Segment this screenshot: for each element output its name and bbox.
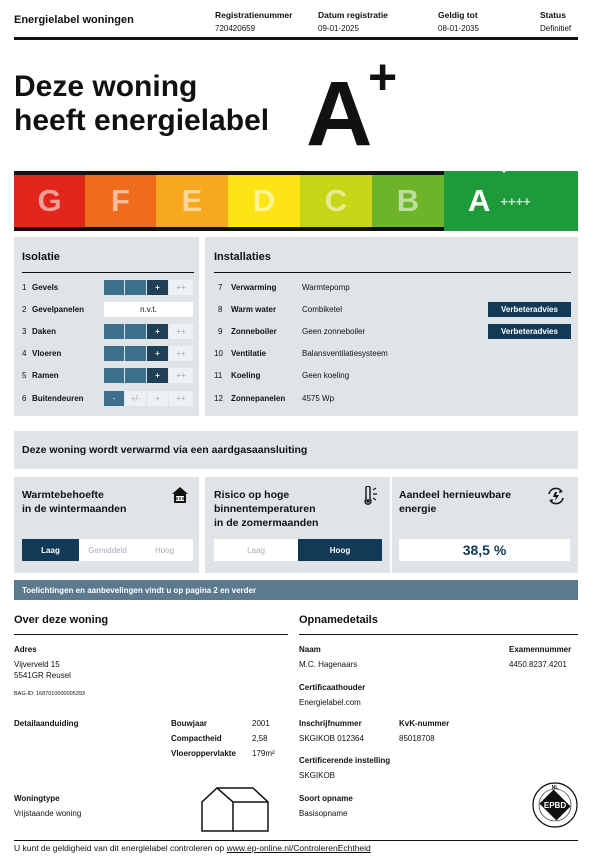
svg-text:NL: NL xyxy=(551,785,559,791)
option-low: Laag xyxy=(214,539,298,561)
rating-cell xyxy=(125,346,146,361)
rating-cell-selected: + xyxy=(147,324,168,339)
rating-cell xyxy=(125,324,146,339)
installatie-row: 11 Koeling xyxy=(214,370,261,380)
label-plus-marks: ++++ xyxy=(500,193,531,209)
rating-cell-selected: + xyxy=(147,280,168,295)
energy-label-letter: A xyxy=(306,63,373,165)
floor-area-label: Vloeroppervlakte xyxy=(171,749,236,758)
epbd-logo xyxy=(530,780,580,830)
valid-until: Geldig tot 08-01-2035 xyxy=(438,10,479,33)
isolatie-row: 1 Gevels xyxy=(22,282,59,292)
renewable-cycle-icon xyxy=(545,485,567,507)
installatie-value: Warmtepomp xyxy=(302,282,350,292)
rating-not-applicable: n.v.t. xyxy=(104,302,193,317)
current-label-marker xyxy=(496,165,512,173)
rating-cell: ++ xyxy=(169,346,193,361)
certificate-holder-label: Certificaathouder xyxy=(299,683,366,692)
installatie-value: Balansventilatiesysteem xyxy=(302,348,388,358)
installaties-divider xyxy=(214,272,571,273)
rating-cell: + xyxy=(147,391,168,406)
isolatie-row: 5 Ramen xyxy=(22,370,59,380)
svg-text:EPBD: EPBD xyxy=(543,801,567,810)
installatie-row: 10 Ventilatie xyxy=(214,348,267,358)
headline: Deze woning heeft energielabel xyxy=(14,70,270,137)
bag-id: BAG-ID: 1687010000005393 xyxy=(14,691,85,697)
rating-cell: ++ xyxy=(169,391,193,406)
kvk-label: KvK-nummer xyxy=(399,719,450,728)
inspector-name-label: Naam xyxy=(299,645,321,654)
inspection-section-title: Opnamedetails xyxy=(299,614,378,626)
installatie-value: Combiketel xyxy=(302,304,343,314)
installatie-row: 8 Warm water xyxy=(218,304,277,314)
status: Status Definitief xyxy=(540,10,572,33)
improvement-advice-button[interactable]: Verbeteradvies xyxy=(488,324,571,339)
heating-note: Deze woning wordt verwarmd via een aardgasaansluiting xyxy=(22,444,308,456)
rating-cell: ++ xyxy=(169,368,193,383)
inspection-type: Basisopname xyxy=(299,809,348,818)
label-segment-f: F xyxy=(85,175,156,227)
house-type-label: Woningtype xyxy=(14,794,60,803)
heat-demand-selector xyxy=(22,539,193,561)
detail-label: Detailaanduiding xyxy=(14,719,79,728)
address-label: Adres xyxy=(14,645,37,654)
build-year: 2001 xyxy=(252,719,270,728)
rating-cell xyxy=(104,324,124,339)
rating-cell: ++ xyxy=(169,324,193,339)
floor-area: 179m² xyxy=(252,749,275,758)
footer-text: U kunt de geldigheid van dit energielabel controleren op www.ep-online.nl/ControlerenEchtheid xyxy=(14,843,371,853)
isolatie-row: 3 Daken xyxy=(22,326,57,336)
house-heat-icon xyxy=(171,486,189,504)
detached-house-icon xyxy=(199,784,271,834)
energy-label-plus: + xyxy=(368,49,398,105)
label-segment-d: D xyxy=(228,175,300,227)
registration-number: Registratienummer 720420659 xyxy=(215,10,293,33)
label-segment-c: C xyxy=(300,175,372,227)
isolatie-row: 2 Gevelpanelen xyxy=(22,304,85,314)
rating-cell: +/- xyxy=(125,391,146,406)
certificate-holder: Energielabel.com xyxy=(299,698,361,707)
isolatie-row: 4 Vloeren xyxy=(22,348,62,358)
inspector-name: M.C. Hagenaars xyxy=(299,660,358,669)
option-medium: Gemiddeld xyxy=(79,539,136,561)
compactness-label: Compactheid xyxy=(171,734,222,743)
label-segment-e: E xyxy=(156,175,228,227)
rating-cell-selected: - xyxy=(104,391,124,406)
compactness: 2,58 xyxy=(252,734,268,743)
property-divider xyxy=(14,634,288,635)
rating-cell xyxy=(104,346,124,361)
renewable-title: Aandeel hernieuwbare energie xyxy=(399,489,512,515)
registration-id-label: Inschrijfnummer xyxy=(299,719,362,728)
installaties-title: Installaties xyxy=(214,251,271,263)
registration-date: Datum registratie 09-01-2025 xyxy=(318,10,388,33)
option-low: Laag xyxy=(22,539,79,561)
certifying-body: SKGIKOB xyxy=(299,771,336,780)
exam-number: 4450.8237.4201 xyxy=(509,660,567,669)
energy-label-scale xyxy=(14,171,578,231)
document-title: Energielabel woningen xyxy=(14,14,134,26)
rating-cell: ++ xyxy=(169,280,193,295)
renewable-percentage: 38,5 % xyxy=(399,539,570,561)
property-section-title: Over deze woning xyxy=(14,614,109,626)
rating-cell xyxy=(125,368,146,383)
installatie-value: Geen koeling xyxy=(302,370,350,380)
exam-number-label: Examennummer xyxy=(509,645,572,654)
installatie-row: 9 Zonneboiler xyxy=(218,326,277,336)
isolatie-row: 6 Buitendeuren xyxy=(22,393,84,403)
improvement-advice-button[interactable]: Verbeteradvies xyxy=(488,302,571,317)
rating-cell xyxy=(104,280,124,295)
rating-cell-selected: + xyxy=(147,346,168,361)
option-high: Hoog xyxy=(298,539,382,561)
overheat-selector xyxy=(214,539,382,561)
registration-id: SKGIKOB 012364 xyxy=(299,734,364,743)
heat-demand-title: Warmtebehoefte in de wintermaanden xyxy=(22,489,127,515)
installatie-value: Geen zonneboiler xyxy=(302,326,366,336)
address-street: Vijverveld 15 xyxy=(14,660,60,669)
rating-cell xyxy=(104,368,124,383)
address-city: 5541GR Reusel xyxy=(14,671,71,680)
inspection-type-label: Soort opname xyxy=(299,794,353,803)
installatie-row: 12 Zonnepanelen xyxy=(214,393,286,403)
thermometer-icon xyxy=(362,486,378,506)
verification-link[interactable]: www.ep-online.nl/ControlerenEchtheid xyxy=(226,843,371,853)
footer-divider xyxy=(14,840,578,841)
overheat-title: Risico op hoge binnentemperaturen in de zomermaanden xyxy=(214,489,319,529)
certifying-body-label: Certificerende instelling xyxy=(299,756,391,765)
build-year-label: Bouwjaar xyxy=(171,719,208,728)
header-divider xyxy=(14,37,578,40)
inspection-divider xyxy=(299,634,578,635)
rating-cell xyxy=(125,280,146,295)
installatie-value: 4575 Wp xyxy=(302,393,335,403)
rating-cell-selected: + xyxy=(147,368,168,383)
option-high: Hoog xyxy=(136,539,193,561)
label-segment-g: G xyxy=(14,175,85,227)
explanation-banner: Toelichtingen en aanbevelingen vindt u op pagina 2 en verder xyxy=(14,580,578,600)
label-segment-b: B xyxy=(372,175,444,227)
isolatie-divider xyxy=(22,272,194,273)
house-type: Vrijstaande woning xyxy=(14,809,82,818)
isolatie-title: Isolatie xyxy=(22,251,60,263)
kvk-number: 85018708 xyxy=(399,734,435,743)
installatie-row: 7 Verwarming xyxy=(218,282,277,292)
label-segment-a-current: A ++++ xyxy=(444,171,578,231)
